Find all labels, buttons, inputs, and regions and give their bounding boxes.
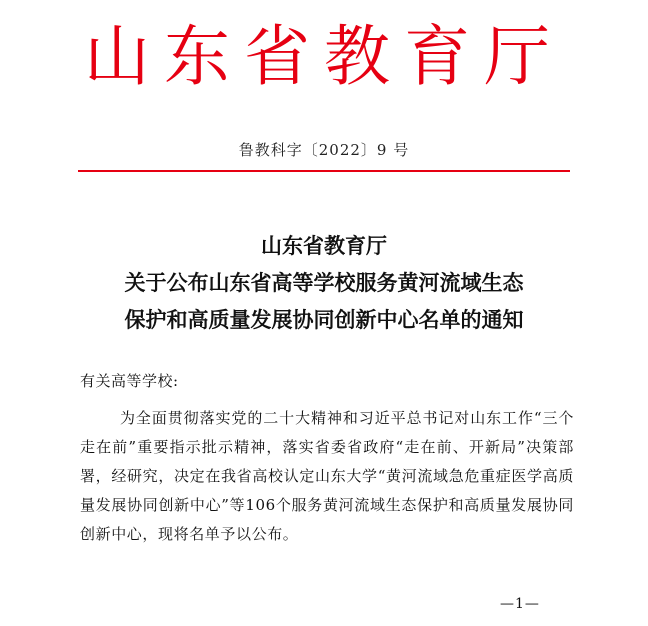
document-number: 鲁教科字〔2022〕9 号 [238,141,410,159]
notice-title-line: 保护和高质量发展协同创新中心名单的通知 [124,308,524,332]
salutation: 有关高等学校: [80,372,179,390]
notice-title-line: 山东省教育厅 [261,234,387,258]
body-paragraph: 为全面贯彻落实党的二十大精神和习近平总书记对山东工作“三个走在前”重要指示批示精神，落实省委省政府“走在前、开新局”决策部署，经研究，决定在我省高校认定山东大学“黄河流域急危重症医学高质量发展协同创新中心”等106个服务黄河流域生态保护和高质量发展协同创新中心，现将名单予以公布。 [80,409,574,543]
notice-title [60,228,588,339]
page-number: —1— [500,596,540,612]
issuer-header-title: 山东省教育厅 [84,18,564,95]
notice-title-line: 关于公布山东省高等学校服务黄河流域生态 [124,271,524,295]
red-divider-line [78,170,570,172]
